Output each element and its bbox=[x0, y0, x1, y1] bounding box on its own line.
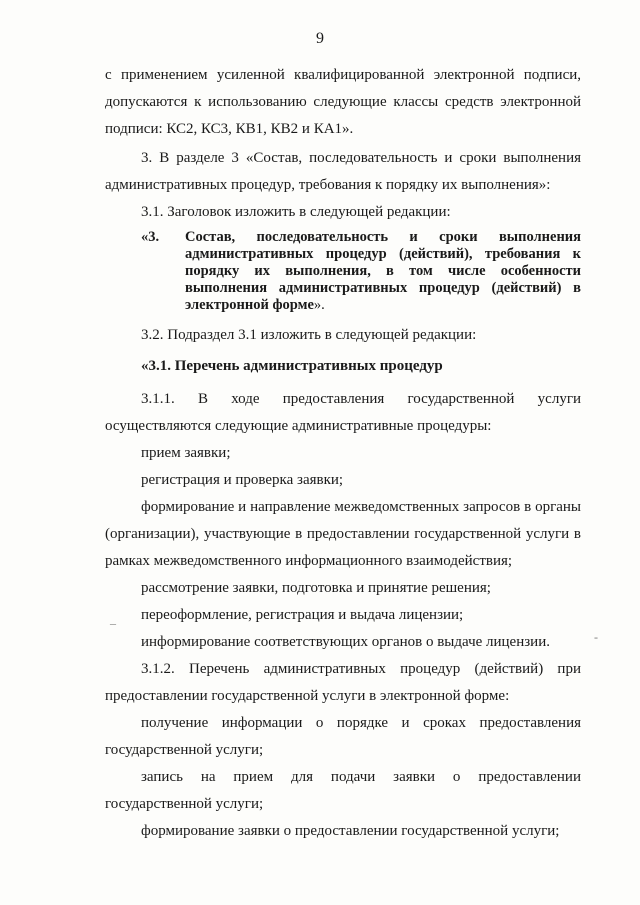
list-item: прием заявки; bbox=[141, 445, 231, 461]
list-item: формирование и направление межведомственных запросов в органы (организации), участвующие в предоставлении государственной услуги в рамках межведомственного информационного взаимодействия; bbox=[105, 499, 581, 569]
heading-text bbox=[185, 229, 581, 314]
paragraph: 3.2. Подраздел 3.1 изложить в следующей редакции: bbox=[141, 327, 477, 343]
list-item: информирование соответствующих органов о выдаче лицензии. bbox=[141, 634, 550, 650]
paragraph: 3. В разделе 3 «Состав, последовательность и сроки выполнения административных процедур, требования к порядку их выполнения»: bbox=[105, 150, 581, 193]
paragraph: 3.1.2. Перечень административных процедур (действий) при предоставлении государственной услуги в электронной форме: bbox=[105, 661, 581, 704]
paragraph: с применением усиленной квалифицированной электронной подписи, допускаются к использованию следующие классы средств электронной подписи: КС2, КС3, КВ1, КВ2 и КА1». bbox=[105, 67, 581, 137]
paragraph: 3.1.1. В ходе предоставления государственной услуги осуществляются следующие административные процедуры: bbox=[105, 391, 581, 434]
heading-title: Состав, последовательность и сроки выполнения административных процедур (действий), требования к порядку их выполнения, в том числе особенности выполнения административных процедур (действий) в электронной форме bbox=[185, 229, 581, 313]
list-item: переоформление, регистрация и выдача лицензии; bbox=[141, 607, 464, 623]
heading-closing-quote: ». bbox=[313, 297, 325, 313]
paragraph: 3.1. Заголовок изложить в следующей редакции: bbox=[141, 204, 451, 220]
quoted-section-heading bbox=[141, 229, 581, 314]
heading-number: «3. bbox=[141, 229, 160, 245]
list-item: запись на прием для подачи заявки о предоставлении государственной услуги; bbox=[105, 769, 581, 812]
scan-mark: - bbox=[594, 630, 598, 644]
document-body bbox=[105, 62, 581, 845]
scan-mark: _ bbox=[110, 612, 116, 626]
list-item: рассмотрение заявки, подготовка и принятие решения; bbox=[141, 580, 491, 596]
page-number: 9 bbox=[316, 30, 324, 47]
list-item: формирование заявки о предоставлении государственной услуги; bbox=[141, 823, 560, 839]
list-item: регистрация и проверка заявки; bbox=[141, 472, 344, 488]
list-item: получение информации о порядке и сроках предоставления государственной услуги; bbox=[105, 715, 581, 758]
subsection-heading: «3.1. Перечень административных процедур bbox=[141, 358, 443, 374]
